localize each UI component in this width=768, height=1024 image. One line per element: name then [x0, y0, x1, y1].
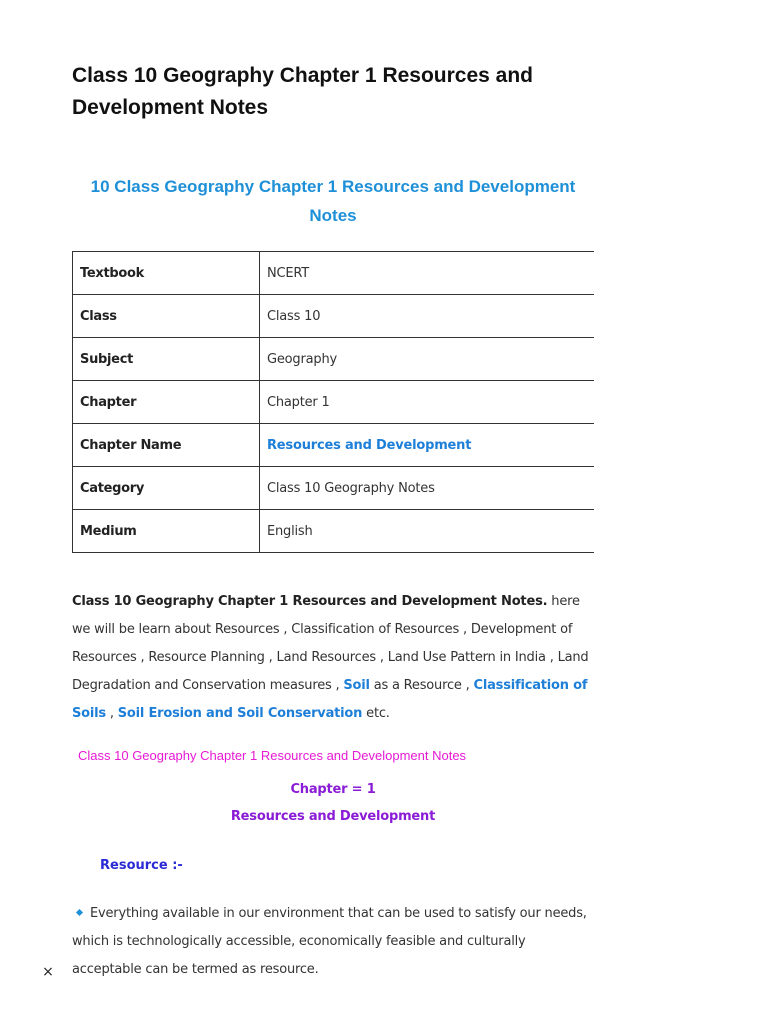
table-key-cell: Subject [73, 338, 260, 381]
resource-definition-paragraph [72, 900, 594, 984]
intro-text: etc. [362, 706, 390, 721]
intro-paragraph [72, 588, 594, 728]
table-value-cell: Class 10 [260, 295, 595, 338]
table-row [73, 338, 595, 381]
chapter-name-link[interactable]: Resources and Development [267, 437, 472, 453]
page-title: Class 10 Geography Chapter 1 Resources and Development Notes [72, 64, 534, 119]
info-table [72, 251, 594, 553]
table-value-cell: Geography [260, 338, 595, 381]
intro-text: , [105, 706, 118, 721]
resource-heading: Resource :- [100, 858, 183, 873]
intro-text: as a Resource , [369, 678, 474, 693]
resource-definition-text: Everything available in our environment that can be used to satisfy our needs, which is technologically accessible, economically feasible and culturally acceptable can be termed as resource. [72, 906, 587, 977]
table-key-cell: Chapter [73, 381, 260, 424]
section-subtitle: 10 Class Geography Chapter 1 Resources and Development Notes [90, 177, 576, 225]
table-row [73, 381, 595, 424]
notes-heading: Class 10 Geography Chapter 1 Resources and Development Notes [78, 748, 467, 763]
table-value-cell: Chapter 1 [260, 381, 595, 424]
table-key-cell: Class [73, 295, 260, 338]
intro-bold-lead: Class 10 Geography Chapter 1 Resources and Development Notes. [72, 594, 548, 609]
chapter-name-heading: Resources and Development [230, 809, 436, 824]
table-value-cell: Class 10 Geography Notes [260, 467, 595, 510]
table-row [73, 510, 595, 553]
table-value-cell: English [260, 510, 595, 553]
table-value-cell: NCERT [260, 252, 595, 295]
table-row [73, 295, 595, 338]
classification-of-soils-link[interactable]: Classification of Soils [72, 678, 588, 721]
table-key-cell: Chapter Name [73, 424, 260, 467]
soil-link[interactable]: Soil [343, 678, 370, 693]
intro-text: here we will be learn about Resources , Classification of Resources , Development of Resources , Resource Planning , Land Resources , Land Use Pattern in India , Land Degradation and Conservation measures , [72, 594, 589, 693]
table-row [73, 252, 595, 295]
soil-erosion-link[interactable]: Soil Erosion and Soil Conservation [117, 706, 363, 721]
table-key-cell: Category [73, 467, 260, 510]
diamond-bullet-icon [76, 909, 83, 916]
table-value-cell [260, 424, 595, 467]
table-key-cell: Textbook [73, 252, 260, 295]
chapter-number: Chapter = 1 [290, 782, 376, 797]
close-icon[interactable]: × [42, 964, 54, 980]
table-key-cell: Medium [73, 510, 260, 553]
table-row [73, 424, 595, 467]
table-row [73, 467, 595, 510]
